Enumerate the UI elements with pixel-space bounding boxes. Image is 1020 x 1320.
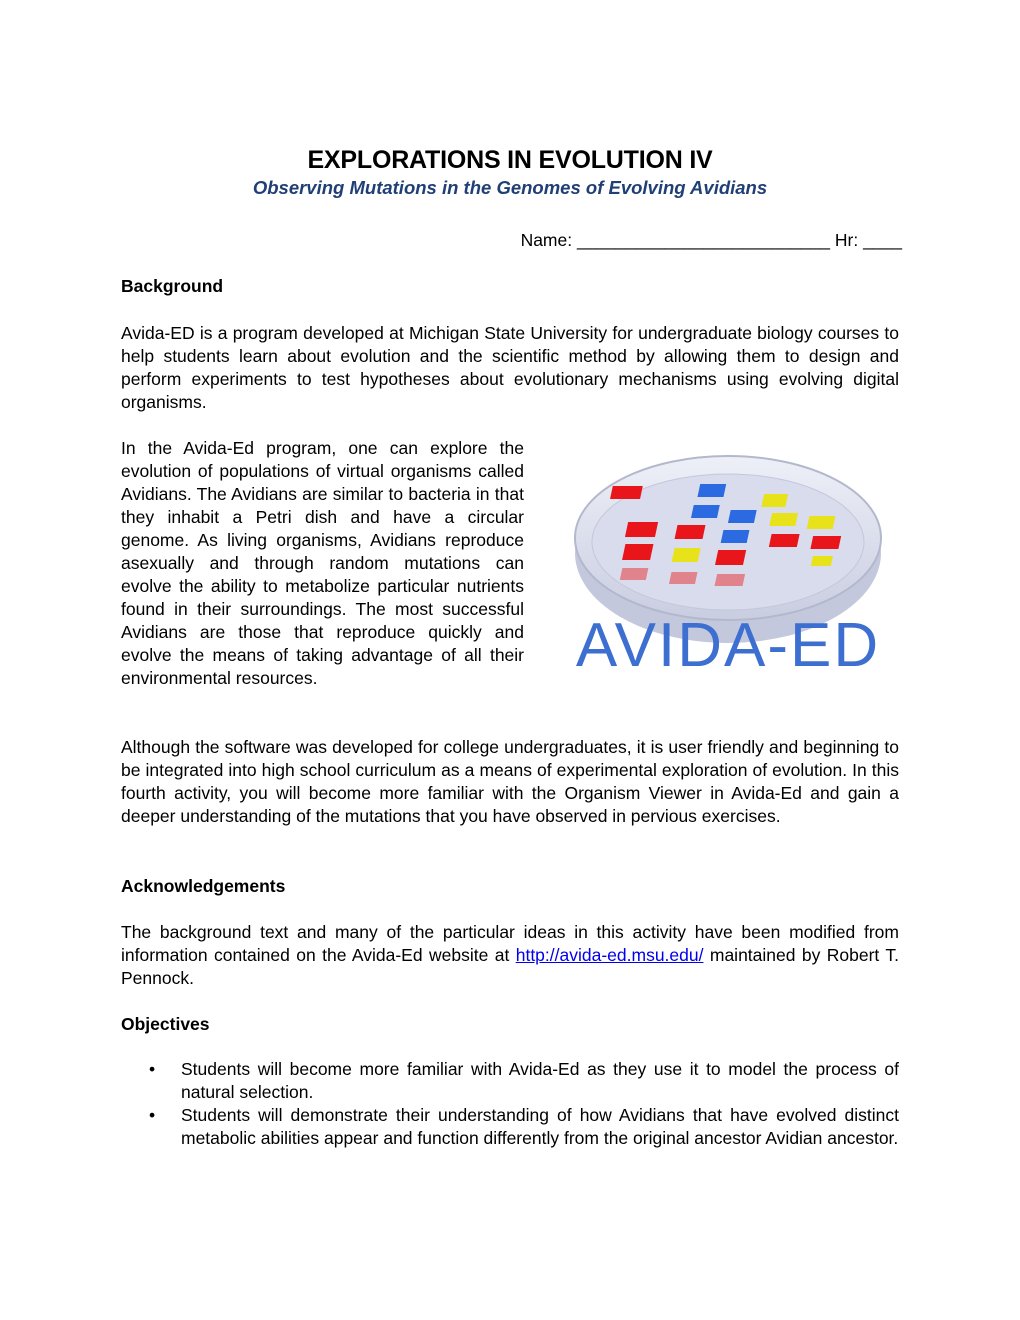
background-paragraph-1: Avida-ED is a program developed at Michigan State University for undergraduate biology courses to help students learn about evolution and the scientific method by allowing them to design and perform experiments to test hypotheses about evolutionary mechanisms using evolving digital organisms.	[121, 323, 899, 412]
objective-text: Students will become more familiar with Avida-Ed as they use it to model the process of natural selection.	[181, 1059, 899, 1102]
objectives-heading: Objectives	[121, 1014, 210, 1034]
document-title: EXPLORATIONS IN EVOLUTION IV	[307, 146, 713, 174]
background-heading: Background	[121, 276, 224, 296]
background-paragraph-2: In the Avida-Ed program, one can explore the evolution of populations of virtual organisms called Avidians. The Avidians are similar to bacteria in that they inhabit a Petri dish and have a circular genome. As living organisms, Avidians reproduce asexually and through random mutations can evolve the ability to metabolize particular nutrients found in their surroundings. The most successful Avidians are those that reproduce quickly and evolve the means of taking advantage of all their environmental resources.	[121, 438, 524, 688]
objectives-list	[121, 1058, 899, 1150]
background-paragraph-3: Although the software was developed for college undergraduates, it is user friendly and beginning to be integrated into high school curriculum as a means of experimental exploration of evolution. In this fourth activity, you will become more familiar with the Organism Viewer in Avida-Ed and gain a deeper understanding of the mutations that you have observed in pervious exercises.	[121, 737, 899, 826]
logo-text: AVIDA-ED	[575, 611, 881, 680]
bullet-icon: •	[149, 1059, 156, 1079]
ack-text-after: maintained by Robert T. Pennock.	[121, 945, 899, 988]
avida-ed-website-link[interactable]: http://avida-ed.msu.edu/	[515, 945, 704, 965]
document-subtitle: Observing Mutations in the Genomes of Evolving Avidians	[252, 177, 768, 198]
avida-ed-logo	[548, 438, 908, 683]
objective-item	[121, 1058, 899, 1104]
bullet-icon: •	[149, 1105, 156, 1125]
acknowledgements-paragraph	[121, 921, 899, 990]
objective-item	[121, 1104, 899, 1150]
ack-text-before: The background text and many of the particular ideas in this activity have been modified from information contained on the Avida-Ed website at	[121, 922, 899, 965]
objective-text: Students will demonstrate their understanding of how Avidians that have evolved distinct metabolic abilities appear and function differently from the original ancestor Avidian ancestor.	[181, 1105, 899, 1148]
acknowledgements-heading: Acknowledgements	[121, 876, 286, 896]
name-hour-line[interactable]: Name: __________________________ Hr: ____	[520, 230, 902, 250]
